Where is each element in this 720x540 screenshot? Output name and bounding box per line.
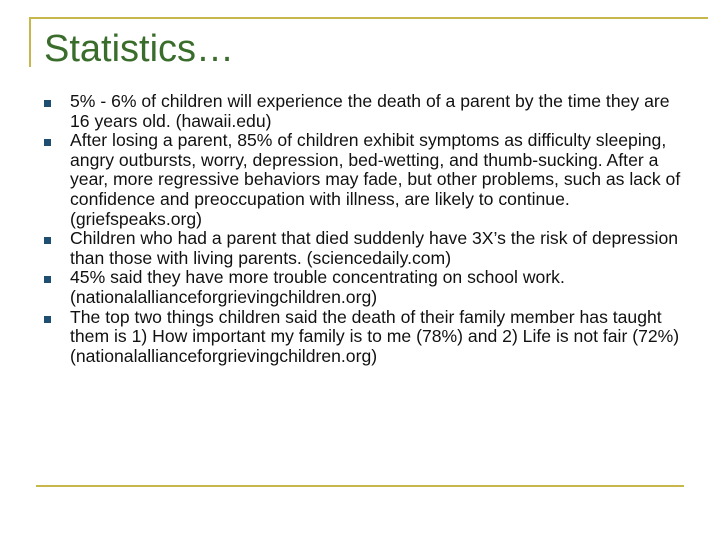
frame-top-rule (29, 17, 708, 19)
bullet-text: 5% - 6% of children will experience the death of a parent by the time they are 16 years old. (hawaii.edu) (70, 91, 670, 131)
square-bullet-icon (44, 276, 51, 283)
bullet-text: 45% said they have more trouble concentrating on school work. (nationalallianceforgrievingchildren.org) (70, 267, 565, 307)
bullet-item-2 (44, 131, 684, 229)
bullet-text: The top two things children said the death of their family member has taught them is 1) How important my family is to me (78%) and 2) Life is not fair (72%) (nationalallianceforgrievingchildren.org) (70, 306, 680, 366)
frame-left-rule (29, 17, 31, 67)
square-bullet-icon (44, 237, 51, 244)
bullet-list (44, 92, 684, 366)
square-bullet-icon (44, 139, 51, 146)
frame-bottom-rule (36, 485, 684, 487)
bullet-item-4 (44, 268, 684, 307)
bullet-item-3 (44, 229, 684, 268)
square-bullet-icon (44, 316, 51, 323)
square-bullet-icon (44, 100, 51, 107)
bullet-item-5 (44, 308, 684, 367)
bullet-text: After losing a parent, 85% of children exhibit symptoms as difficulty sleeping, angry outbursts, worry, depression, bed-wetting, and thumb-sucking. After a year, more regressive behaviors may fade, but other problems, such as lack of confidence and preoccupation with illness, are likely to continue. (griefspeaks.org) (70, 130, 681, 229)
bullet-item-1 (44, 92, 684, 131)
bullet-text: Children who had a parent that died suddenly have 3X’s the risk of depression than those with living parents. (sciencedaily.com) (70, 228, 679, 268)
slide-title: Statistics… (44, 28, 235, 70)
